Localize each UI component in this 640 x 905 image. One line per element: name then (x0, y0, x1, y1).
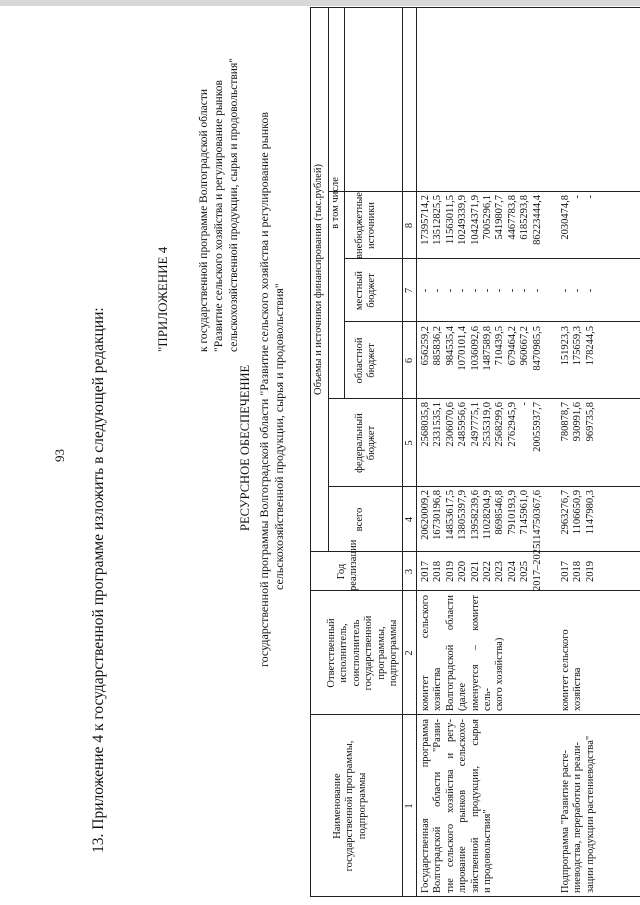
cell-year: 2020 (457, 561, 469, 582)
program-executor: комитет сельского хозяйства Волгоградской области (далее именуется – комитет сель- ского хозяйства) (420, 595, 506, 711)
header-name: Наименование государственной программы, подпрограммы (332, 740, 368, 872)
cell-total: 1106650,9 (572, 490, 584, 535)
cell-federal: 2306070,6 (444, 402, 456, 447)
cell-local: - (584, 288, 596, 293)
cell-total: 20620009,2 (420, 490, 431, 540)
cell-total: 8698546,8 (494, 490, 506, 535)
cell-local: - (560, 288, 571, 293)
cell-year: 2018 (432, 561, 444, 582)
cell-regional: 679464,2 (506, 326, 518, 366)
cell-extra: 6185293,8 (519, 195, 531, 240)
cell-regional: 984535,4 (444, 326, 456, 366)
cell-year: 2017 (560, 561, 571, 582)
col-number: 5 (404, 440, 415, 446)
cell-year: 2022 (482, 561, 493, 582)
cell-regional: 1070101,4 (457, 326, 469, 371)
cell-total: 7910193,9 (506, 490, 518, 535)
col-number: 8 (404, 222, 415, 229)
header-year: Год реализации (336, 539, 360, 591)
cell-total: 11028204,9 (482, 490, 493, 540)
header-executor: Ответственный исполнитель, соисполнитель государственной программы, подпрограммы (326, 615, 400, 691)
cell-extra: 4467783,8 (506, 195, 518, 240)
cell-year: 2025 (519, 561, 531, 582)
cell-regional: 1036092,6 (469, 326, 481, 371)
cell-federal: 2535319,0 (482, 402, 493, 447)
cell-year: 2018 (572, 561, 584, 582)
cell-regional: 885836,2 (432, 326, 444, 366)
header-volumes: Объемы и источники финансирования (тыс.рублей) (313, 164, 324, 395)
resource-subtitle: сельскохозяйственной продукции, сырья и продовольствия" (272, 283, 286, 590)
cell-year: 2023 (494, 561, 506, 582)
cell-local: - (494, 288, 506, 293)
appendix-title: "ПРИЛОЖЕНИЕ 4 (155, 246, 170, 352)
appendix-line: "Развитие сельского хозяйства и регулирование рынков (213, 80, 225, 352)
cell-total: 13805397,9 (457, 490, 469, 540)
cell-federal: 969735,8 (584, 402, 596, 442)
cell-local: - (457, 288, 469, 293)
col-number: 1 (404, 803, 415, 809)
cell-extra: 11563011,5 (444, 195, 456, 245)
cell-extra: 10424371,9 (469, 195, 481, 245)
header-federal: федеральный бюджет (354, 413, 378, 473)
cell-local: - (572, 288, 584, 293)
cell-regional: 710439,5 (494, 326, 506, 366)
cell-regional: 1487589,8 (482, 326, 493, 371)
col-number: 2 (404, 650, 415, 656)
cell-total: 14853617,5 (444, 490, 456, 540)
cell-federal: 2568299,6 (494, 402, 506, 447)
appendix-line: к государственной программе Волгоградской области (198, 89, 210, 352)
cell-federal: - (519, 402, 531, 406)
col-number: 6 (404, 357, 415, 364)
program-name: Государственная программа Волгоградской области "Разви- тие сельского хозяйства и регу- лирование рынков сельскохо- зяйственной продукции, сырья и продовольствия" (420, 719, 494, 893)
cell-federal: 930991,6 (572, 402, 584, 442)
cell-extra: 5419807,7 (494, 195, 506, 240)
cell-year: 2019 (444, 561, 456, 582)
cell-local: - (432, 288, 444, 293)
cell-total: 13958239,6 (469, 490, 481, 540)
cell-local: - (420, 288, 431, 293)
cell-local: - (531, 288, 543, 293)
cell-total: 16730196,8 (432, 490, 444, 540)
cell-federal: 2568035,8 (420, 402, 431, 447)
cell-extra: - (572, 195, 584, 199)
cell-federal: 2485956,6 (457, 402, 469, 447)
cell-local: - (444, 288, 456, 293)
cell-regional: 8470985,5 (531, 326, 543, 371)
cell-federal: 2331535,1 (432, 402, 444, 447)
cell-regional: 960667,2 (519, 326, 531, 366)
cell-extra: 7005296,1 (482, 195, 493, 240)
header-regional: областной бюджет (354, 337, 378, 384)
cell-local: - (482, 288, 493, 293)
cell-regional: 178244,5 (584, 326, 596, 366)
cell-federal: 2762945,9 (506, 402, 518, 447)
cell-local: - (519, 288, 531, 293)
cell-year: 2019 (584, 561, 596, 582)
cell-year: 2017 (420, 561, 431, 582)
cell-year: 2024 (506, 561, 518, 582)
col-number: 7 (404, 287, 415, 294)
cell-year: 2017–2025 (531, 543, 543, 591)
cell-regional: 656259,2 (420, 326, 431, 366)
subprogram-executor: комитет сельского хозяйства (560, 629, 584, 711)
cell-federal: 780878,7 (560, 402, 571, 442)
resource-title: РЕСУРСНОЕ ОБЕСПЕЧЕНИЕ (238, 364, 252, 531)
cell-extra: 17395714,2 (420, 195, 431, 245)
cell-total: 7145961,0 (519, 490, 531, 535)
col-number: 3 (404, 568, 415, 575)
cell-year: 2021 (469, 561, 481, 582)
header-local: местный бюджет (354, 270, 378, 311)
cell-local: - (506, 288, 518, 293)
cell-regional: 175659,3 (572, 326, 584, 366)
resource-subtitle: государственной программы Волгоградской области "Развитие сельского хозяйства и регулирование рынков (257, 111, 271, 667)
cell-regional: 151923,3 (560, 326, 571, 366)
cell-federal: 20055937,7 (531, 402, 543, 452)
section-heading: 13. Приложение 4 к государственной программе изложить в следующей редакции: (90, 307, 107, 853)
cell-extra: 13512825,5 (432, 195, 444, 245)
cell-extra: 86223444,4 (531, 195, 543, 245)
cell-extra: - (584, 195, 596, 199)
cell-total: 2963276,7 (560, 490, 571, 535)
col-number: 4 (404, 516, 415, 523)
cell-local: - (469, 288, 481, 293)
header-including: в том числе (330, 177, 341, 229)
cell-total: 1147980,3 (584, 490, 596, 535)
page-number: 93 (52, 449, 67, 462)
cell-federal: 2497775,1 (469, 402, 481, 447)
appendix-line: сельскохозяйственной продукции, сырья и продовольствия" (228, 58, 240, 352)
subprogram-name: Подпрограмма "Развитие расте- ниеводства, переработки и реали- зации продукции растениеводства" (560, 735, 596, 893)
cell-extra: 10249339,9 (457, 195, 469, 245)
header-extra: внебюджетные источники (354, 192, 378, 259)
cell-extra: 2030474,8 (560, 195, 571, 240)
cell-total: 114750367,6 (531, 490, 543, 545)
header-total: всего (354, 507, 365, 532)
